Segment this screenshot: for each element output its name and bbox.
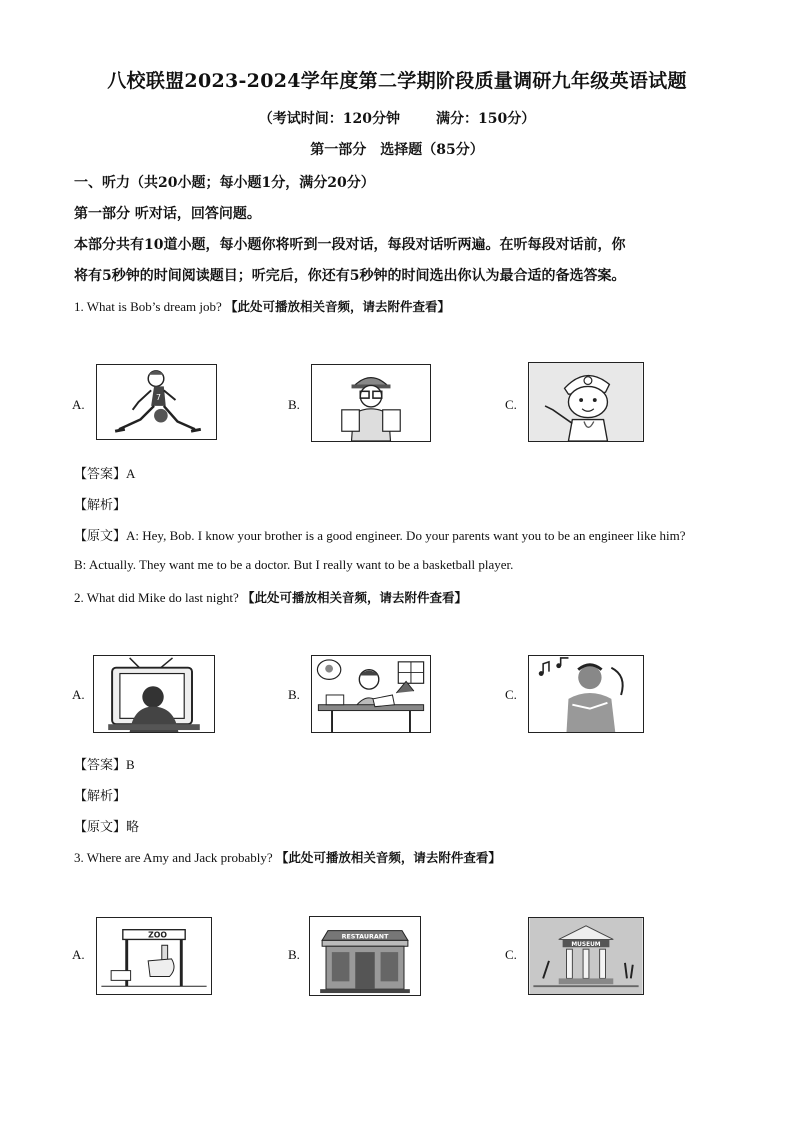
script-label: 【原文】 — [74, 529, 127, 544]
option-letter-c[interactable]: C. — [505, 947, 517, 962]
option-letter-a[interactable]: A. — [72, 947, 85, 962]
instructions-line-1: 本部分共有10道小题，每小题你将听到一段对话，每段对话听两遍。在听每段对话前，你 — [74, 237, 626, 253]
option-letter-c[interactable]: C. — [505, 687, 517, 702]
script-label: 【原文】 — [74, 820, 127, 835]
doctor-icon[interactable] — [528, 362, 644, 442]
answer-line-2 — [74, 754, 135, 773]
basketball-player-icon[interactable] — [96, 364, 217, 440]
question-number: 3. — [74, 850, 84, 865]
audio-note[interactable]: 【此处可播放相关音频，请去附件查看】 — [242, 590, 468, 605]
option-letter-b[interactable]: B. — [288, 687, 300, 702]
option-letter-b[interactable]: B. — [288, 947, 300, 962]
question-text: Where are Amy and Jack probably? — [86, 850, 273, 865]
zoo-sign: ZOO — [148, 930, 168, 940]
watching-tv-icon[interactable] — [93, 655, 215, 733]
full-score: 满分：150分） — [436, 111, 536, 127]
script-line-1 — [74, 525, 685, 544]
option-letter-a[interactable]: A. — [72, 687, 85, 702]
exam-time: （考试时间：120分钟 — [258, 111, 400, 127]
question-number: 1. — [74, 299, 84, 314]
restaurant-icon[interactable] — [309, 916, 421, 996]
script-text: A: Hey, Bob. I know your brother is a good engineer. Do your parents want you to be an engineer like him? — [126, 528, 686, 543]
answer-label: 【答案】 — [74, 467, 127, 482]
option-letter-c[interactable]: C. — [505, 397, 517, 412]
museum-sign: MUSEUM — [571, 941, 601, 948]
restaurant-sign: RESTAURANT — [341, 933, 389, 941]
instructions-line-2: 将有5秒钟的时间阅读题目；听完后，你还有5秒钟的时间选出你认为最合适的备选答案。 — [74, 268, 626, 284]
question-text: What is Bob’s dream job? — [86, 299, 222, 314]
question-number: 2. — [74, 590, 84, 605]
section-subheading: 第一部分 听对话，回答问题。 — [74, 206, 261, 222]
engineer-icon[interactable] — [311, 364, 431, 442]
script-line-2: B: Actually. They want me to be a doctor. But I really want to be a basketball player. — [74, 557, 514, 572]
question-1 — [74, 297, 450, 315]
svg-text:7: 7 — [156, 393, 161, 403]
question-text: What did Mike do last night? — [86, 590, 239, 605]
analysis-label-2: 【解析】 — [74, 789, 127, 804]
listening-music-icon[interactable] — [528, 655, 644, 733]
answer-value: B — [126, 757, 135, 772]
question-3 — [74, 848, 501, 866]
script-text: 略 — [126, 820, 140, 835]
part-title: 第一部分 选择题（85分） — [310, 142, 484, 158]
museum-icon[interactable] — [528, 917, 644, 995]
answer-line-1 — [74, 463, 135, 482]
studying-icon[interactable] — [311, 655, 431, 733]
option-letter-a[interactable]: A. — [72, 397, 85, 412]
exam-title: 八校联盟2023-2024学年度第二学期阶段质量调研九年级英语试题 — [107, 70, 687, 92]
option-letter-b[interactable]: B. — [288, 397, 300, 412]
analysis-label-1: 【解析】 — [74, 498, 127, 513]
answer-value: A — [126, 466, 136, 481]
audio-note[interactable]: 【此处可播放相关音频，请去附件查看】 — [225, 299, 451, 314]
question-2 — [74, 588, 467, 606]
script-line-3 — [74, 816, 139, 835]
audio-note[interactable]: 【此处可播放相关音频，请去附件查看】 — [275, 850, 501, 865]
section-heading: 一、听力（共20小题；每小题1分，满分20分） — [74, 175, 375, 191]
answer-label: 【答案】 — [74, 758, 127, 773]
exam-info — [0, 108, 794, 128]
zoo-icon[interactable] — [96, 917, 212, 995]
